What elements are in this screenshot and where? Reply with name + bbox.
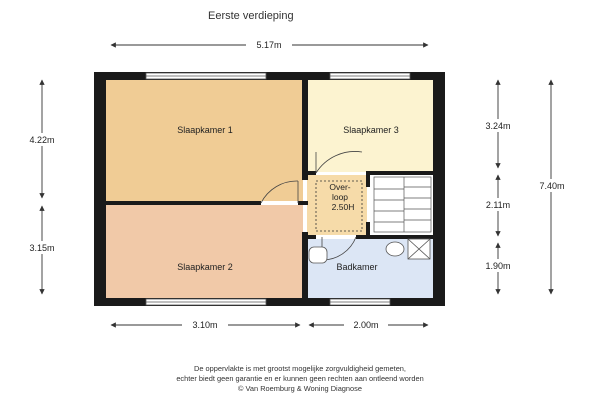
label-overloop-2: loop: [331, 192, 349, 202]
disclaimer-line-2: echter biedt geen garantie en er kunnen geen rechten aan ontleend worden: [176, 374, 424, 383]
dim-right-middle: 2.11m: [485, 200, 511, 210]
label-badkamer: Badkamer: [336, 262, 378, 272]
dim-right-total: 7.40m: [539, 181, 565, 191]
floor-title: Eerste verdieping: [208, 10, 294, 22]
label-overloop-1: Over-: [329, 182, 351, 192]
disclaimer-line-1: De oppervlakte is met grootst mogelijke zorgvuldigheid gemeten,: [194, 364, 406, 373]
dim-right-upper: 3.24m: [485, 121, 511, 131]
label-slaapkamer-2: Slaapkamer 2: [177, 262, 233, 272]
dim-left-upper: 4.22m: [29, 135, 55, 145]
label-overloop-height: 2.50H: [331, 202, 355, 212]
dim-top-width: 5.17m: [256, 40, 282, 50]
dim-right-lower: 1.90m: [485, 261, 511, 271]
stairwell: [370, 175, 433, 235]
label-slaapkamer-1: Slaapkamer 1: [177, 125, 233, 135]
sink-icon: [386, 242, 404, 256]
disclaimer: [0, 364, 600, 394]
room-slaapkamer-2: [106, 205, 303, 299]
room-slaapkamer-1: [106, 79, 303, 201]
disclaimer-line-3: © Van Roemburg & Woning Diagnose: [238, 384, 362, 393]
dim-left-lower: 3.15m: [29, 243, 55, 253]
dim-bottom-left: 3.10m: [192, 320, 218, 330]
label-slaapkamer-3: Slaapkamer 3: [343, 125, 399, 135]
dim-bottom-right: 2.00m: [353, 320, 379, 330]
toilet-icon: [309, 247, 327, 263]
